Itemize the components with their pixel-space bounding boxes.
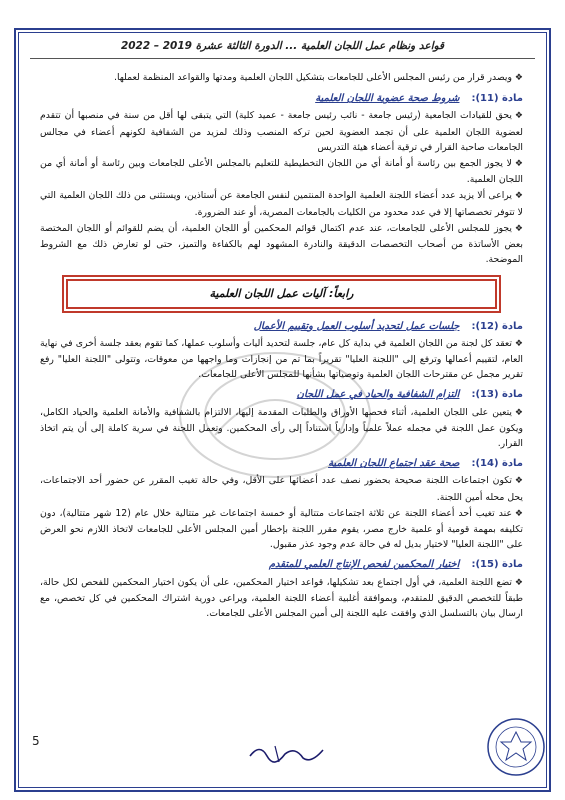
article-15-heading: مادة (15): اختيار المحكمين لفحص الإنتاج العلمي للمتقدم <box>268 559 523 571</box>
paragraph-14-2: ❖عند تغيب أحد أعضاء اللجنة عن ثلاثة اجتماعات متتالية أو خمسة اجتماعات غير متتالية خلال عام (12 شهر متتالية)، دون تكليفه بمهمة قومية أو علمية خارج مصر، يقوم مقرر اللجنة بإخطار أمين المجلس الأعلى للجامعات لاتخاذ اللازم نحو العرض على "اللجنة العليا" لاختيار بديل له في حالة عدم وجود عذر مقبول. <box>40 507 523 551</box>
running-header: قواعد ونظام عمل اللجان العلمية ... الدورة الثالثة عشرة 2019 – 2022 <box>120 40 445 52</box>
signature-mark <box>245 738 335 768</box>
page-number: 5 <box>32 734 40 748</box>
bullet-icon: ❖ <box>514 111 523 122</box>
bullet-icon: ❖ <box>514 191 523 202</box>
bullet-icon: ❖ <box>514 577 523 588</box>
paragraph-14-1: ❖تكون اجتماعات اللجنة صحيحة بحضور نصف عدد أعضائها على الأقل، وفي حالة تغيب المقرر عن حضور أحد الاجتماعات، يحل محله أمين اللجنة. <box>40 475 523 503</box>
article-12-heading: مادة (12): جلسات عمل لتحديد أسلوب العمل وتقييم الأعمال <box>253 320 523 332</box>
paragraph-11-1: ❖يحق للقيادات الجامعية (رئيس جامعة - نائب رئيس جامعة - عميد كلية) التي يتبقى لها أقل من سنة في منصبها أن تتقدم لعضوية اللجان العلمية على أن تجمد العضوية لحين تركه المنصب وذلك لمزيد من الشفافية لكونهم أعضاء في مجالس الجامعات صاحبة القرار في ترقية أعضاء هيئة التدريس <box>40 110 523 153</box>
bullet-icon: ❖ <box>514 407 523 418</box>
seal-stamp <box>485 712 547 782</box>
bullet-icon: ❖ <box>514 159 523 170</box>
bullet-icon: ❖ <box>514 73 523 83</box>
paragraph-11-2: ❖لا يجوز الجمع بين رئاسة أو أمانة أي من اللجان التخطيطية للتعليم بالمجلس الأعلى للجامعات وبين رئاسة أو أمانة أي من اللجان العلمية. <box>40 158 523 186</box>
section-banner: رابعاً: آليات عمل اللجان العلمية <box>66 279 497 308</box>
article-11-heading: مادة (11): شروط صحة عضوية اللجان العلمية <box>315 93 523 105</box>
bullet-icon: ❖ <box>514 223 523 234</box>
paragraph-15-1: ❖تضع اللجنة العلمية، في أول اجتماع بعد تشكيلها، قواعد اختيار المحكمين، على أن يكون اختيار المحكمين للفحص لكل حالة، طبقاً للتخصص الدقيق للمتقدم، وبموافقة أغلبية أعضاء اللجنة العلمية، ويراعى دورية اشتراك المحكمين في كل تخصص، مع ارسال بيان بالتسلسل الذي وافقت عليه اللجنة إلى أمين المجلس الأعلى للجامعات. <box>40 576 523 620</box>
intro-paragraph: ❖ويصدر قرار من رئيس المجلس الأعلى للجامعات بتشكيل اللجان العلمية ومدتها والقواعد المنظمة لعملها. <box>40 70 523 86</box>
paragraph-13-1: ❖يتعين على اللجان العلمية، أثناء فحصها الأوراق والطلبات المقدمة إليها، الالتزام بالشفافية والأمانة العلمية والحياد الكامل، ويكون عمل اللجنة في مجمله عملاً علمياً وإدارياً استناداً إلى رأى المحكمين. وتعمل اللجنة في سرية كاملة إلى أن يتم اتخاذ القرار. <box>40 406 523 450</box>
paragraph-11-3: ❖يراعى ألا يزيد عدد أعضاء اللجنة العلمية الواحدة المنتمين لنفس الجامعة عن أستاذين، ويستثنى من ذلك اللجان العلمية التي لا تتوفر تخصصاتها إلا في عدد محدود من الكليات بالجامعات المصرية، أو عند الضرورة. <box>40 190 523 218</box>
header-rule <box>30 58 535 59</box>
article-13-heading: مادة (13): التزام الشفافية والحياد في عمل اللجان <box>296 389 523 401</box>
bullet-icon: ❖ <box>514 338 523 349</box>
article-14-heading: مادة (14): صحة عقد اجتماع اللجان العلمية <box>328 458 523 470</box>
paragraph-11-4: ❖يجوز للمجلس الأعلى للجامعات، عند عدم اكتمال قوائم المحكمين أو اللجان العلمية، أن يضم للقوائم أو اللجان المختصة بعض الأساتذة من أصحاب التخصصات الدقيقة والنادرة المشهود لهم بالكفاءة والتميز، حتى لو تعارض ذلك مع الشروط الموضحة. <box>40 222 523 266</box>
bullet-icon: ❖ <box>514 476 523 487</box>
paragraph-12-1: ❖تعقد كل لجنة من اللجان العلمية في بداية كل عام، جلسة لتحديد أليات وأسلوب عملها، كما تقوم بعقد جلسة أخرى في نهاية العام، لتقييم أعمالها وترفع إلى "اللجنة العليا" تقريراً بما تم من إنجازات وما واجهها من معوقات، وتتولى "اللجنة العليا" رفع تقرير مجمل عن مقترحات اللجان العلمية وتوصياتها بشأنها للمجلس الأعلى للجامعات. <box>40 337 523 381</box>
bullet-icon: ❖ <box>514 508 523 519</box>
document-body <box>40 70 523 622</box>
